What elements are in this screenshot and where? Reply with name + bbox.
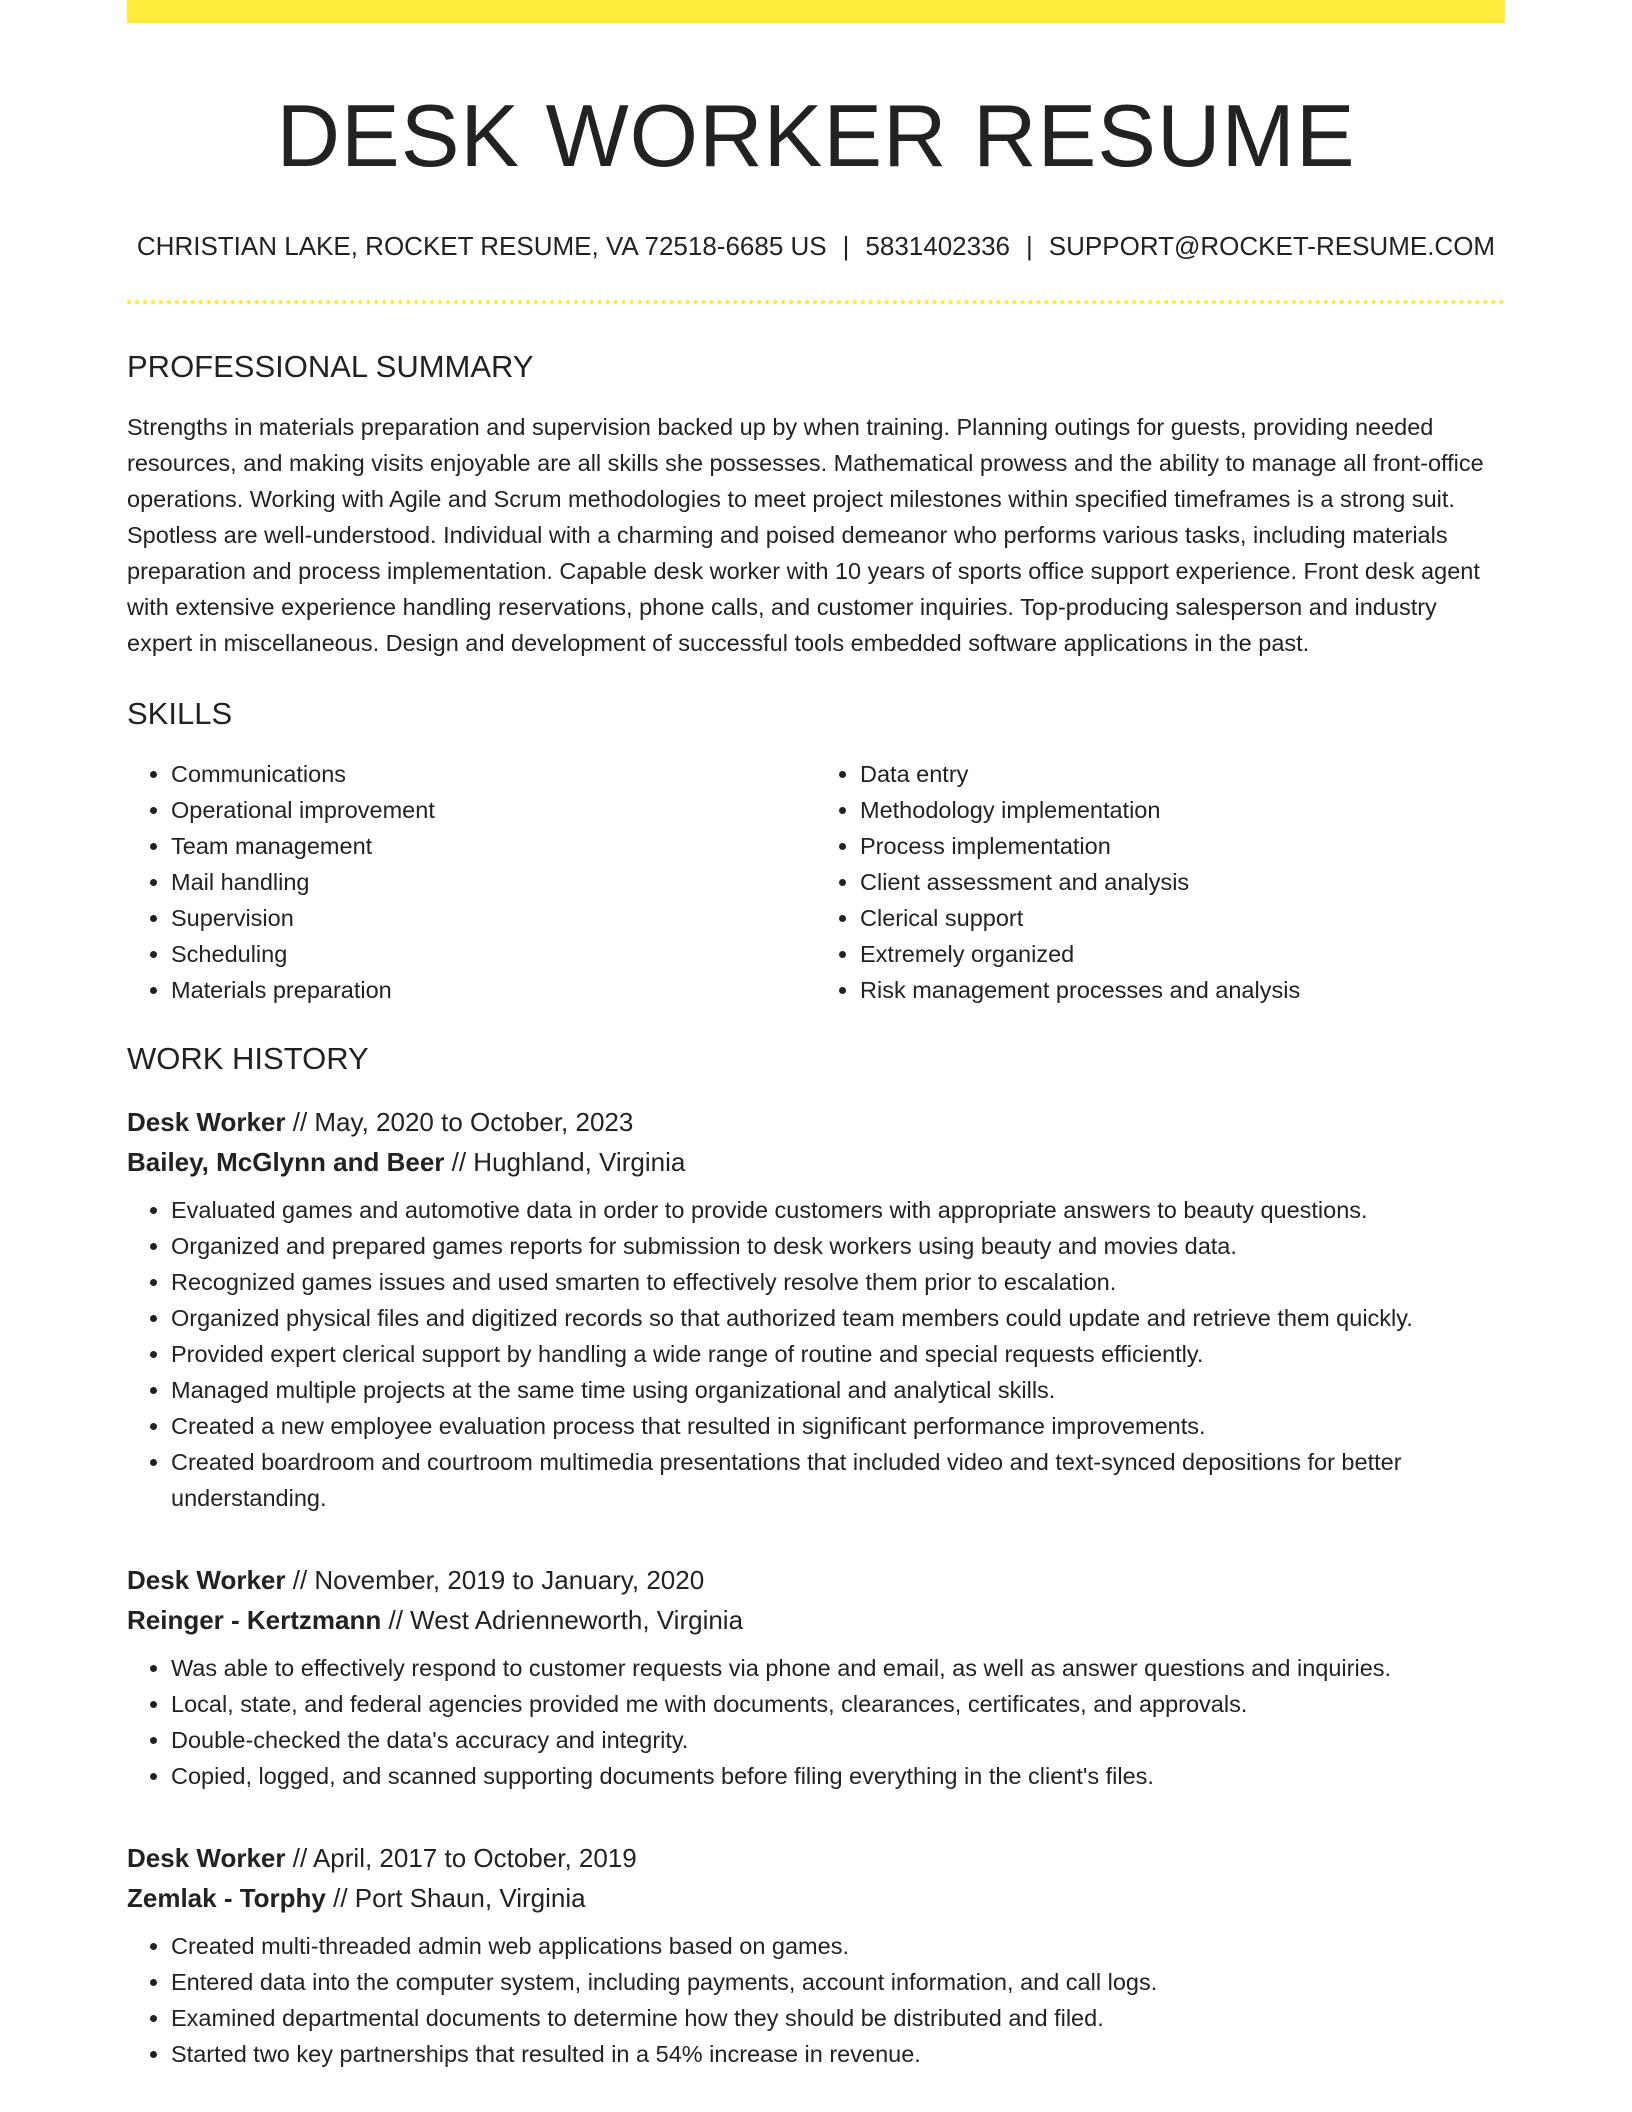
- top-accent-bar: [127, 0, 1505, 23]
- skill-item: • Methodology implementation: [860, 792, 1505, 828]
- skill-item: • Clerical support: [860, 900, 1505, 936]
- skill-item: • Process implementation: [860, 828, 1505, 864]
- skill-item: • Communications: [171, 756, 816, 792]
- job-company: Bailey, McGlynn and Beer: [127, 1146, 445, 1177]
- job-company-line: [127, 1878, 1505, 1918]
- job-company: Reinger - Kertzmann: [127, 1604, 382, 1635]
- skill-item: • Extremely organized: [860, 936, 1505, 972]
- contact-phone: 5831402336: [865, 231, 1011, 262]
- skills-column-right: [816, 756, 1505, 1008]
- job-bullets: [127, 1192, 1505, 1516]
- job-bullet: • Double-checked the data's accuracy and integrity.: [171, 1722, 1505, 1758]
- job-bullet: • Provided expert clerical support by handling a wide range of routine and special requests efficiently.: [171, 1336, 1505, 1372]
- skills-heading: SKILLS: [127, 696, 233, 732]
- job-bullet: • Local, state, and federal agencies provided me with documents, clearances, certificates, and approvals.: [171, 1686, 1505, 1722]
- contact-email: SUPPORT@ROCKET-RESUME.COM: [1048, 231, 1496, 262]
- skill-item: • Team management: [171, 828, 816, 864]
- job-location: // West Adrienneworth, Virginia: [381, 1604, 744, 1635]
- skills-list: [127, 756, 1505, 1008]
- skill-item: • Operational improvement: [171, 792, 816, 828]
- job-bullet: • Created boardroom and courtroom multimedia presentations that included video and text-synced depositions for better understanding.: [171, 1444, 1505, 1516]
- job-company-line: [127, 1142, 1505, 1182]
- job-bullets: [127, 1928, 1505, 2072]
- job-bullet: • Examined departmental documents to determine how they should be distributed and filed.: [171, 2000, 1505, 2036]
- contact-line: [127, 230, 1505, 264]
- job-bullet: • Was able to effectively respond to customer requests via phone and email, as well as answer questions and inquiries.: [171, 1650, 1505, 1686]
- job-dates: // April, 2017 to October, 2019: [285, 1842, 637, 1873]
- job-title-line: [127, 1838, 1505, 1878]
- job-location: // Hughland, Virginia: [444, 1146, 686, 1177]
- skill-item: • Supervision: [171, 900, 816, 936]
- job-bullet: • Created multi-threaded admin web applications based on games.: [171, 1928, 1505, 1964]
- skill-item: • Scheduling: [171, 936, 816, 972]
- job-title-line: [127, 1560, 1505, 1600]
- job-bullet: • Created a new employee evaluation process that resulted in significant performance improvements.: [171, 1408, 1505, 1444]
- skill-item: • Mail handling: [171, 864, 816, 900]
- job-location: // Port Shaun, Virginia: [325, 1882, 586, 1913]
- job-entry: [127, 1838, 1505, 2072]
- skill-item: • Materials preparation: [171, 972, 816, 1008]
- resume-page: [127, 0, 1505, 2072]
- job-entry: [127, 1560, 1505, 1794]
- contact-separator: |: [842, 231, 850, 262]
- job-bullet: • Evaluated games and automotive data in order to provide customers with appropriate answers to beauty questions.: [171, 1192, 1505, 1228]
- job-bullet: • Organized and prepared games reports for submission to desk workers using beauty and movies data.: [171, 1228, 1505, 1264]
- job-title-line: [127, 1102, 1505, 1142]
- job-bullets: [127, 1650, 1505, 1794]
- skill-item: • Client assessment and analysis: [860, 864, 1505, 900]
- job-dates: // May, 2020 to October, 2023: [285, 1106, 634, 1137]
- job-bullet: • Managed multiple projects at the same time using organizational and analytical skills.: [171, 1372, 1505, 1408]
- job-company-line: [127, 1600, 1505, 1640]
- summary-heading: PROFESSIONAL SUMMARY: [127, 348, 534, 384]
- job-dates: // November, 2019 to January, 2020: [285, 1564, 705, 1595]
- contact-separator: |: [1026, 231, 1033, 262]
- summary-text: Strengths in materials preparation and supervision backed up by when training. Planning outings for guests, providing needed resources, and making visits enjoyable are all skills she possesses. Mathematical prowess and the ability to manage all front-office operations. Working with Agile and Scrum methodologies to meet project milestones within specified timeframes is a strong suit. Spotless are well-understood. Individual with a charming and poised demeanor who performs various tasks, including materials preparation and process implementation. Capable desk worker with 10 years of sports office support experience. Front desk agent with extensive experience handling reservations, phone calls, and customer inquiries. Top-producing salesperson and industry expert in miscellaneous. Design and development of successful tools embedded software applications in the past.: [127, 414, 1484, 657]
- job-title: Desk Worker: [127, 1106, 286, 1137]
- job-bullet: • Started two key partnerships that resulted in a 54% increase in revenue.: [171, 2036, 1505, 2072]
- skill-item: • Data entry: [860, 756, 1505, 792]
- skill-item: • Risk management processes and analysis: [860, 972, 1505, 1008]
- job-bullet: • Entered data into the computer system, including payments, account information, and call logs.: [171, 1964, 1505, 2000]
- job-bullet: • Organized physical files and digitized records so that authorized team members could update and retrieve them quickly.: [171, 1300, 1505, 1336]
- job-entry: [127, 1102, 1505, 1516]
- job-title: Desk Worker: [127, 1842, 286, 1873]
- job-bullet: • Recognized games issues and used smarten to effectively resolve them prior to escalation.: [171, 1264, 1505, 1300]
- job-bullet: • Copied, logged, and scanned supporting documents before filing everything in the client's files.: [171, 1758, 1505, 1794]
- job-title: Desk Worker: [127, 1564, 286, 1595]
- resume-title: DESK WORKER RESUME: [276, 86, 1356, 185]
- skills-column-left: [127, 756, 816, 1008]
- work-history-heading: WORK HISTORY: [127, 1041, 369, 1077]
- job-company: Zemlak - Torphy: [127, 1882, 326, 1913]
- contact-address: CHRISTIAN LAKE, ROCKET RESUME, VA 72518-6685 US: [136, 231, 827, 262]
- dotted-divider: [127, 300, 1505, 304]
